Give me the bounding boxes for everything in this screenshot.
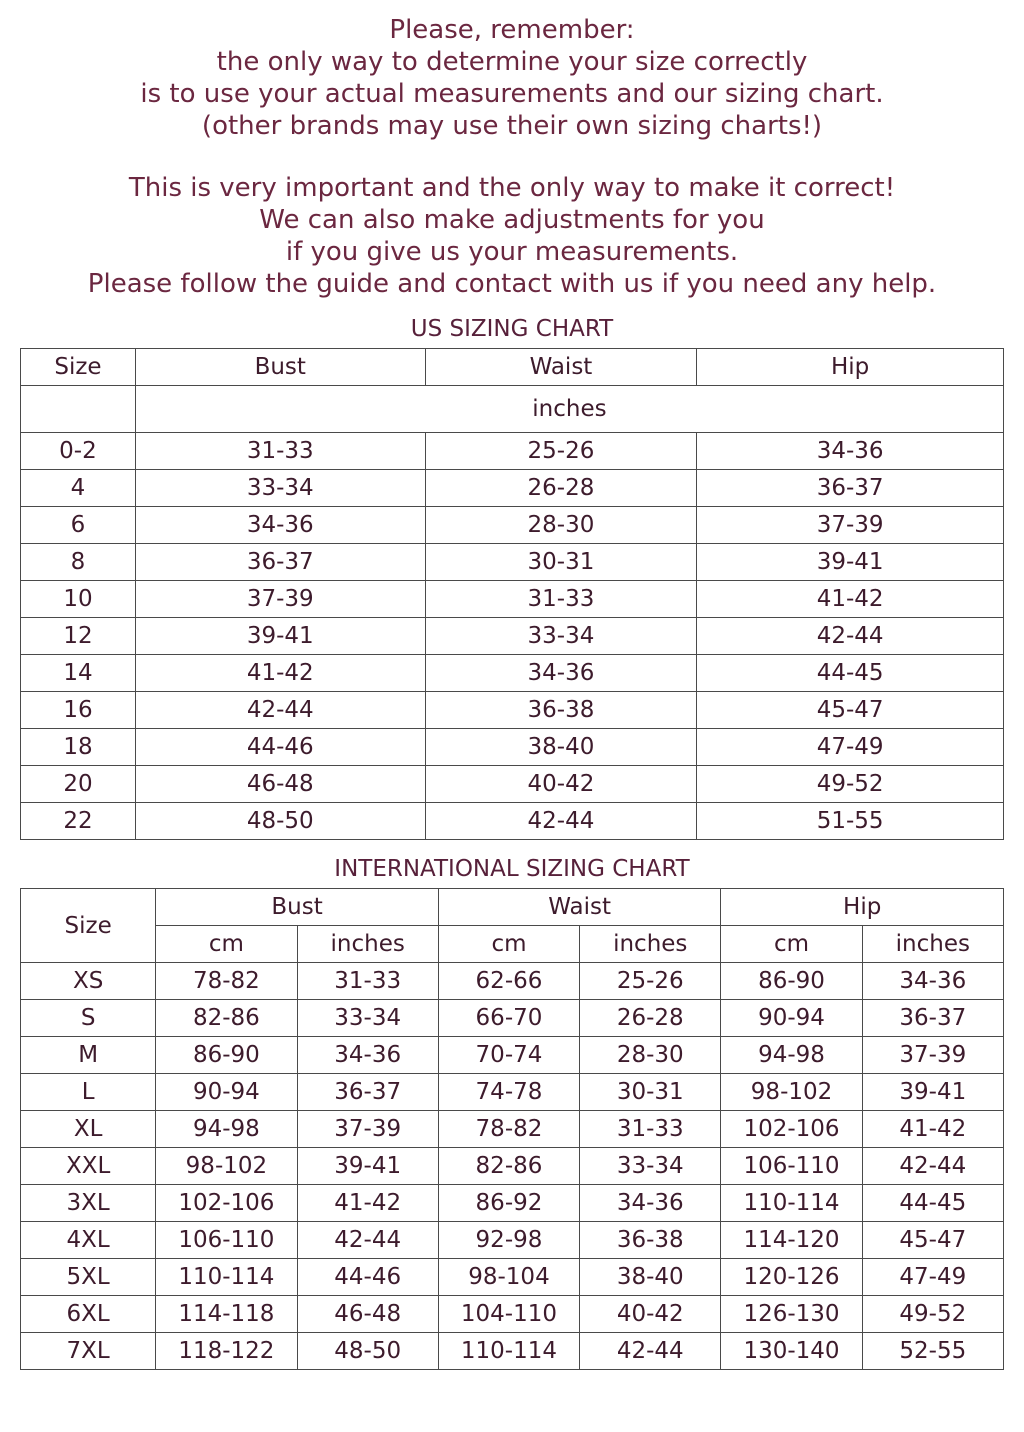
cell-bust-inches: 37-39 bbox=[297, 1111, 438, 1148]
subheader-hip-cm: cm bbox=[721, 926, 862, 963]
subheader-waist-cm: cm bbox=[438, 926, 579, 963]
cell-waist: 33-34 bbox=[425, 618, 697, 655]
cell-bust: 39-41 bbox=[135, 618, 425, 655]
cell-hip-cm: 90-94 bbox=[721, 1000, 862, 1037]
cell-bust-cm: 102-106 bbox=[156, 1185, 297, 1222]
cell-hip: 34-36 bbox=[697, 433, 1004, 470]
cell-bust-cm: 82-86 bbox=[156, 1000, 297, 1037]
cell-bust: 41-42 bbox=[135, 655, 425, 692]
cell-hip-cm: 130-140 bbox=[721, 1333, 862, 1370]
subheader-waist-inches: inches bbox=[580, 926, 721, 963]
cell-waist: 26-28 bbox=[425, 470, 697, 507]
intro-line: Please, remember: bbox=[389, 15, 635, 45]
cell-hip-inches: 42-44 bbox=[862, 1148, 1003, 1185]
cell-waist: 25-26 bbox=[425, 433, 697, 470]
intro-line: Please follow the guide and contact with us if you need any help. bbox=[87, 269, 937, 299]
column-header-size: Size bbox=[21, 349, 136, 386]
cell-size: 22 bbox=[21, 803, 136, 840]
cell-waist-inches: 30-31 bbox=[580, 1074, 721, 1111]
cell-size: 5XL bbox=[21, 1259, 156, 1296]
cell-hip-inches: 39-41 bbox=[862, 1074, 1003, 1111]
cell-hip-inches: 45-47 bbox=[862, 1222, 1003, 1259]
cell-waist-inches: 25-26 bbox=[580, 963, 721, 1000]
table-unit-row bbox=[21, 386, 1004, 433]
cell-hip: 44-45 bbox=[697, 655, 1004, 692]
cell-waist-inches: 28-30 bbox=[580, 1037, 721, 1074]
cell-bust-inches: 42-44 bbox=[297, 1222, 438, 1259]
cell-bust: 48-50 bbox=[135, 803, 425, 840]
cell-hip-inches: 34-36 bbox=[862, 963, 1003, 1000]
column-header-bust: Bust bbox=[156, 889, 439, 926]
cell-waist: 42-44 bbox=[425, 803, 697, 840]
cell-bust-inches: 33-34 bbox=[297, 1000, 438, 1037]
us-chart-title: US SIZING CHART bbox=[410, 316, 614, 342]
intro-line: if you give us your measurements. bbox=[285, 237, 739, 267]
cell-waist-cm: 86-92 bbox=[438, 1185, 579, 1222]
table-row bbox=[21, 655, 1004, 692]
cell-waist-inches: 36-38 bbox=[580, 1222, 721, 1259]
cell-size: 20 bbox=[21, 766, 136, 803]
table-row bbox=[21, 1222, 1004, 1259]
cell-size: 8 bbox=[21, 544, 136, 581]
cell-waist-inches: 38-40 bbox=[580, 1259, 721, 1296]
subheader-hip-inches: inches bbox=[862, 926, 1003, 963]
cell-waist-inches: 31-33 bbox=[580, 1111, 721, 1148]
cell-waist: 30-31 bbox=[425, 544, 697, 581]
cell-hip: 36-37 bbox=[697, 470, 1004, 507]
table-row bbox=[21, 766, 1004, 803]
column-header-waist: Waist bbox=[438, 889, 721, 926]
cell-waist-inches: 33-34 bbox=[580, 1148, 721, 1185]
table-header-row bbox=[21, 889, 1004, 926]
cell-hip-inches: 47-49 bbox=[862, 1259, 1003, 1296]
cell-bust: 34-36 bbox=[135, 507, 425, 544]
cell-hip-inches: 49-52 bbox=[862, 1296, 1003, 1333]
cell-size: L bbox=[21, 1074, 156, 1111]
cell-waist: 40-42 bbox=[425, 766, 697, 803]
cell-hip: 37-39 bbox=[697, 507, 1004, 544]
table-row bbox=[21, 1185, 1004, 1222]
cell-size: XS bbox=[21, 963, 156, 1000]
cell-bust: 37-39 bbox=[135, 581, 425, 618]
cell-hip: 47-49 bbox=[697, 729, 1004, 766]
cell-waist-cm: 70-74 bbox=[438, 1037, 579, 1074]
international-sizing-table bbox=[20, 888, 1004, 1370]
column-header-hip: Hip bbox=[697, 349, 1004, 386]
cell-size: 12 bbox=[21, 618, 136, 655]
cell-waist: 38-40 bbox=[425, 729, 697, 766]
intl-chart-title: INTERNATIONAL SIZING CHART bbox=[334, 856, 690, 882]
table-row bbox=[21, 803, 1004, 840]
cell-size: S bbox=[21, 1000, 156, 1037]
cell-hip: 45-47 bbox=[697, 692, 1004, 729]
cell-size: 10 bbox=[21, 581, 136, 618]
cell-size: 3XL bbox=[21, 1185, 156, 1222]
cell-bust-inches: 48-50 bbox=[297, 1333, 438, 1370]
cell-waist-cm: 104-110 bbox=[438, 1296, 579, 1333]
cell-hip-cm: 120-126 bbox=[721, 1259, 862, 1296]
cell-size: 7XL bbox=[21, 1333, 156, 1370]
subheader-bust-inches: inches bbox=[297, 926, 438, 963]
cell-size: XXL bbox=[21, 1148, 156, 1185]
cell-hip-cm: 102-106 bbox=[721, 1111, 862, 1148]
table-subheader-row bbox=[21, 926, 1004, 963]
intro-line: This is very important and the only way to make it correct! bbox=[128, 173, 896, 203]
cell-hip-cm: 126-130 bbox=[721, 1296, 862, 1333]
cell-hip-cm: 106-110 bbox=[721, 1148, 862, 1185]
cell-waist-cm: 98-104 bbox=[438, 1259, 579, 1296]
table-row bbox=[21, 1074, 1004, 1111]
table-row bbox=[21, 729, 1004, 766]
cell-hip-cm: 86-90 bbox=[721, 963, 862, 1000]
cell-bust: 42-44 bbox=[135, 692, 425, 729]
table-row bbox=[21, 581, 1004, 618]
cell-hip-cm: 98-102 bbox=[721, 1074, 862, 1111]
cell-waist-cm: 74-78 bbox=[438, 1074, 579, 1111]
cell-hip-cm: 110-114 bbox=[721, 1185, 862, 1222]
unit-label: inches bbox=[135, 386, 1003, 433]
cell-size: 0-2 bbox=[21, 433, 136, 470]
cell-waist-cm: 92-98 bbox=[438, 1222, 579, 1259]
cell-hip-inches: 41-42 bbox=[862, 1111, 1003, 1148]
cell-size: 18 bbox=[21, 729, 136, 766]
cell-hip: 51-55 bbox=[697, 803, 1004, 840]
cell-size: 4XL bbox=[21, 1222, 156, 1259]
table-row bbox=[21, 1037, 1004, 1074]
cell-bust: 31-33 bbox=[135, 433, 425, 470]
table-row bbox=[21, 433, 1004, 470]
cell-bust: 44-46 bbox=[135, 729, 425, 766]
cell-hip: 39-41 bbox=[697, 544, 1004, 581]
cell-waist-inches: 42-44 bbox=[580, 1333, 721, 1370]
table-row bbox=[21, 1148, 1004, 1185]
cell-hip-cm: 114-120 bbox=[721, 1222, 862, 1259]
cell-bust: 33-34 bbox=[135, 470, 425, 507]
cell-size: XL bbox=[21, 1111, 156, 1148]
cell-hip-inches: 52-55 bbox=[862, 1333, 1003, 1370]
cell-bust-cm: 90-94 bbox=[156, 1074, 297, 1111]
column-header-size: Size bbox=[21, 889, 156, 963]
cell-waist-cm: 62-66 bbox=[438, 963, 579, 1000]
cell-bust-cm: 86-90 bbox=[156, 1037, 297, 1074]
table-header-row bbox=[21, 349, 1004, 386]
column-header-waist: Waist bbox=[425, 349, 697, 386]
intro-line: (other brands may use their own sizing charts!) bbox=[201, 111, 823, 141]
table-row bbox=[21, 1000, 1004, 1037]
cell-waist-cm: 78-82 bbox=[438, 1111, 579, 1148]
cell-hip-inches: 44-45 bbox=[862, 1185, 1003, 1222]
cell-bust-cm: 78-82 bbox=[156, 963, 297, 1000]
cell-bust-cm: 118-122 bbox=[156, 1333, 297, 1370]
cell-bust: 36-37 bbox=[135, 544, 425, 581]
column-header-bust: Bust bbox=[135, 349, 425, 386]
cell-hip-cm: 94-98 bbox=[721, 1037, 862, 1074]
cell-hip: 41-42 bbox=[697, 581, 1004, 618]
cell-bust-inches: 34-36 bbox=[297, 1037, 438, 1074]
cell-size: 4 bbox=[21, 470, 136, 507]
cell-size: 14 bbox=[21, 655, 136, 692]
cell-waist: 36-38 bbox=[425, 692, 697, 729]
column-header-hip: Hip bbox=[721, 889, 1004, 926]
table-row bbox=[21, 470, 1004, 507]
empty-cell bbox=[21, 386, 136, 433]
cell-hip: 42-44 bbox=[697, 618, 1004, 655]
cell-waist-inches: 26-28 bbox=[580, 1000, 721, 1037]
subheader-bust-cm: cm bbox=[156, 926, 297, 963]
cell-size: 16 bbox=[21, 692, 136, 729]
intro-text-block bbox=[0, 0, 1024, 300]
cell-waist: 31-33 bbox=[425, 581, 697, 618]
cell-size: 6 bbox=[21, 507, 136, 544]
cell-bust-inches: 39-41 bbox=[297, 1148, 438, 1185]
cell-waist-cm: 110-114 bbox=[438, 1333, 579, 1370]
cell-bust-inches: 41-42 bbox=[297, 1185, 438, 1222]
cell-bust-inches: 31-33 bbox=[297, 963, 438, 1000]
cell-waist-inches: 40-42 bbox=[580, 1296, 721, 1333]
cell-bust-inches: 46-48 bbox=[297, 1296, 438, 1333]
cell-bust: 46-48 bbox=[135, 766, 425, 803]
cell-bust-cm: 98-102 bbox=[156, 1148, 297, 1185]
cell-waist: 28-30 bbox=[425, 507, 697, 544]
table-row bbox=[21, 1333, 1004, 1370]
cell-bust-cm: 94-98 bbox=[156, 1111, 297, 1148]
table-row bbox=[21, 692, 1004, 729]
table-row bbox=[21, 507, 1004, 544]
cell-waist-inches: 34-36 bbox=[580, 1185, 721, 1222]
intro-line: We can also make adjustments for you bbox=[259, 205, 765, 235]
table-row bbox=[21, 1296, 1004, 1333]
table-row bbox=[21, 1259, 1004, 1296]
us-sizing-table bbox=[20, 348, 1004, 840]
intro-line: the only way to determine your size correctly bbox=[216, 47, 808, 77]
cell-hip: 49-52 bbox=[697, 766, 1004, 803]
table-row bbox=[21, 618, 1004, 655]
cell-waist-cm: 66-70 bbox=[438, 1000, 579, 1037]
table-row bbox=[21, 963, 1004, 1000]
cell-bust-cm: 110-114 bbox=[156, 1259, 297, 1296]
table-row bbox=[21, 544, 1004, 581]
intro-line: is to use your actual measurements and our sizing chart. bbox=[140, 79, 884, 109]
cell-size: M bbox=[21, 1037, 156, 1074]
cell-bust-cm: 114-118 bbox=[156, 1296, 297, 1333]
cell-waist: 34-36 bbox=[425, 655, 697, 692]
cell-size: 6XL bbox=[21, 1296, 156, 1333]
cell-bust-inches: 44-46 bbox=[297, 1259, 438, 1296]
intro-spacer bbox=[0, 142, 1024, 172]
cell-bust-cm: 106-110 bbox=[156, 1222, 297, 1259]
cell-bust-inches: 36-37 bbox=[297, 1074, 438, 1111]
cell-hip-inches: 36-37 bbox=[862, 1000, 1003, 1037]
cell-waist-cm: 82-86 bbox=[438, 1148, 579, 1185]
table-row bbox=[21, 1111, 1004, 1148]
cell-hip-inches: 37-39 bbox=[862, 1037, 1003, 1074]
